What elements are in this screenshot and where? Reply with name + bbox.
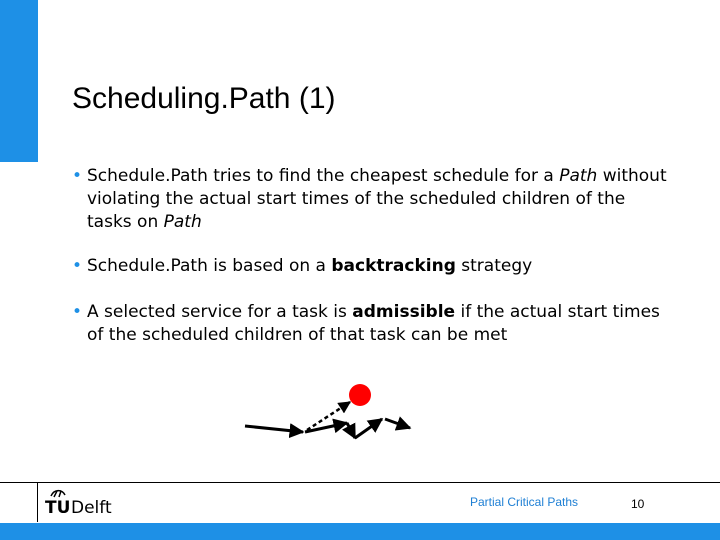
bullet-item — [72, 165, 672, 234]
bullet-text: without violating the actual start times of the scheduled children of the tasks on — [87, 166, 667, 232]
bullet-text: Schedule.Path is based on a — [87, 256, 332, 276]
bullet-icon: • — [72, 166, 83, 186]
bullet-text: A selected service for a task is — [87, 302, 353, 322]
tu-delft-logo — [45, 487, 125, 517]
path-arrow — [245, 426, 303, 432]
bullet-text-italic: Path — [559, 166, 598, 186]
bottom-accent-strip — [0, 523, 720, 540]
selected-node-dot — [349, 384, 371, 406]
bullet-item — [72, 301, 672, 347]
bullet-icon: • — [72, 256, 83, 276]
svg-text:TU: TU — [45, 498, 71, 517]
slide-title: Scheduling.Path (1) — [72, 82, 336, 115]
bullet-icon: • — [72, 302, 83, 322]
path-diagram — [235, 375, 435, 445]
svg-text:Delft: Delft — [71, 498, 112, 517]
page-number: 10 — [631, 497, 645, 511]
bullet-text: strategy — [455, 256, 533, 276]
bullet-item — [72, 255, 672, 278]
footer-divider — [37, 482, 38, 522]
footer-title: Partial Critical Paths — [470, 495, 579, 509]
path-arrow — [385, 419, 410, 428]
bullet-text: Schedule.Path tries to find the cheapest schedule for a — [87, 166, 560, 186]
path-arrow — [347, 423, 355, 438]
bullet-text-italic: Path — [163, 212, 202, 232]
bullet-text-bold: backtracking — [331, 256, 456, 276]
bullet-list — [72, 165, 672, 347]
accent-bar — [0, 0, 38, 162]
bullet-text: if the actual start times of the scheduled children of that task can be met — [87, 302, 660, 345]
path-arrow — [305, 423, 347, 432]
bullet-text-bold: admissible — [352, 302, 456, 322]
footer-rule — [0, 482, 720, 483]
path-arrow — [355, 419, 382, 438]
